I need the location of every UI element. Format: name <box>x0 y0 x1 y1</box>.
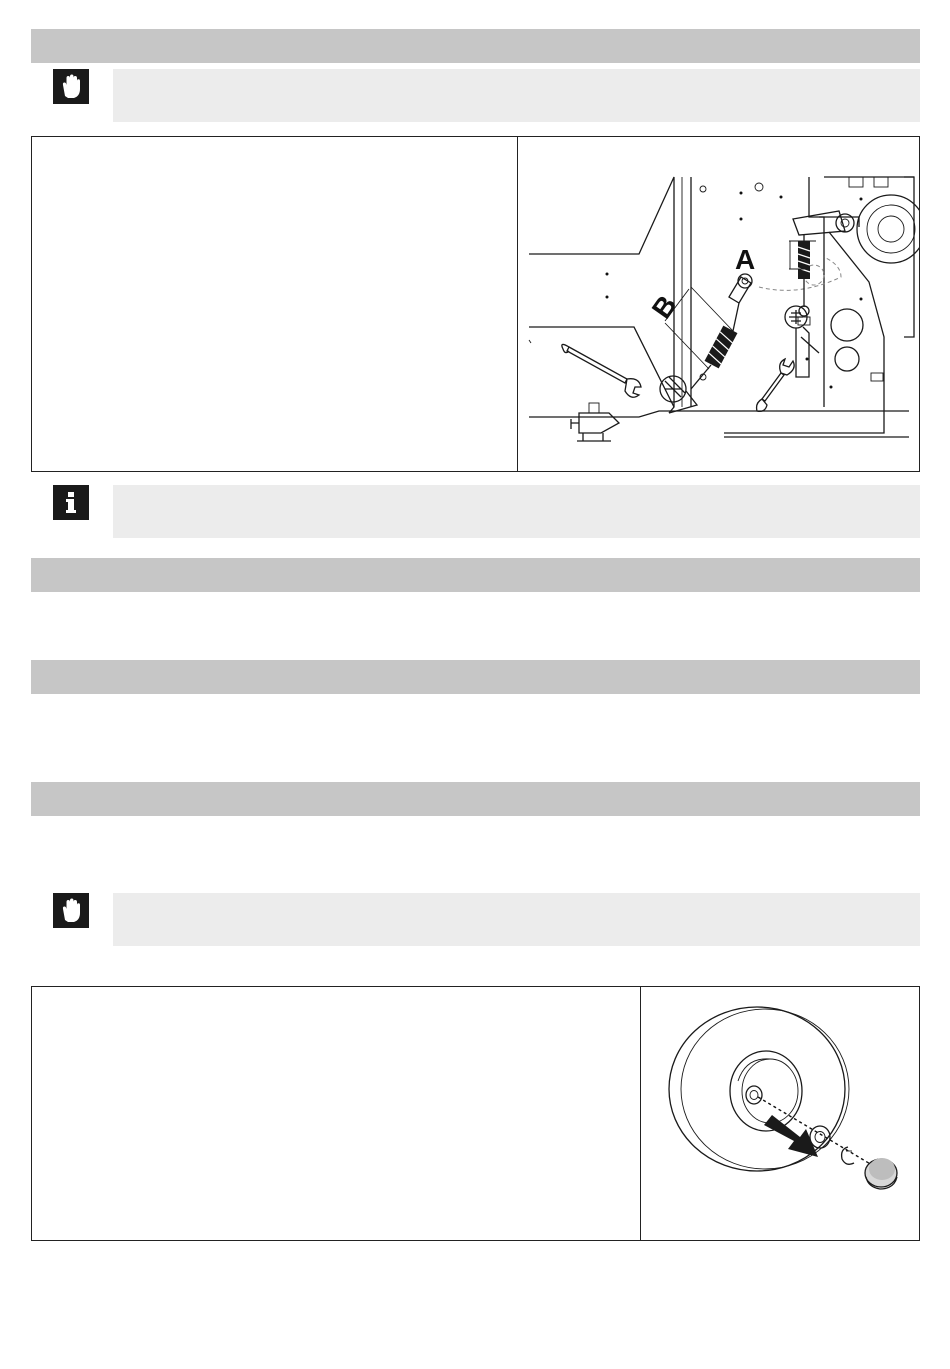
stop-hand-icon <box>53 893 89 928</box>
figure-table-wheel-removal <box>31 986 920 1241</box>
table-divider <box>517 137 518 471</box>
section-header-bar <box>31 558 920 592</box>
info-icon <box>53 485 89 520</box>
info-note-box <box>113 485 920 538</box>
section-header-bar <box>31 782 920 816</box>
stop-hand-icon <box>53 69 89 104</box>
spring-adjustment-diagram <box>519 137 919 471</box>
section-header-bar <box>31 29 920 63</box>
section-header-bar <box>31 660 920 694</box>
warning-note-box <box>113 893 920 946</box>
figure-table-spring-adjustment <box>31 136 920 472</box>
warning-note-box <box>113 69 920 122</box>
wheel-removal-diagram <box>642 987 919 1240</box>
dimension-label-a: A <box>735 244 756 275</box>
dimension-label-b: B <box>645 289 683 325</box>
table-divider <box>640 987 641 1240</box>
